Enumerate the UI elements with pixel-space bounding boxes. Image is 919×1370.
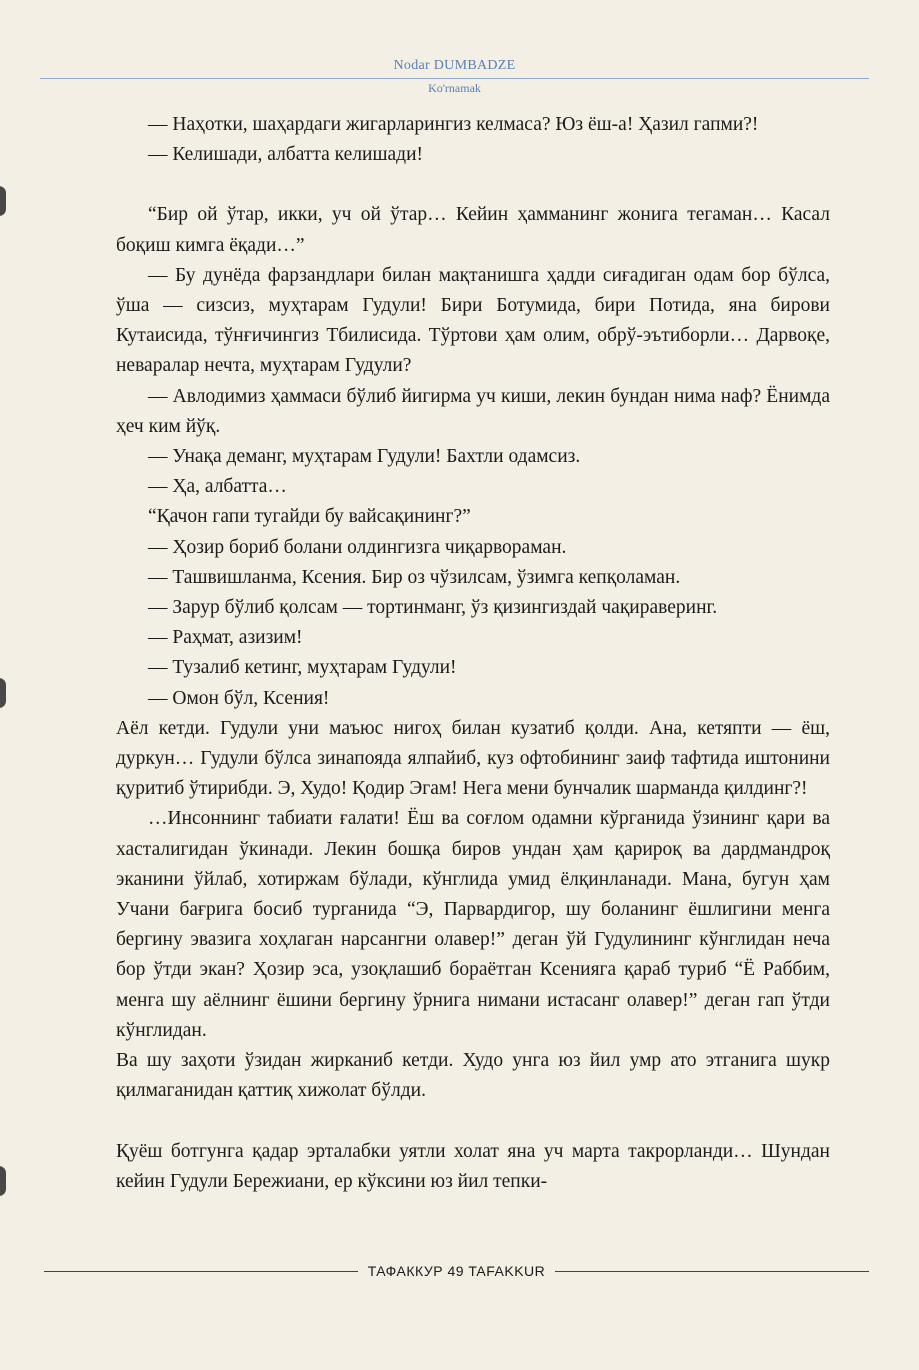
paragraph: — Келишади, албатта келишади!	[148, 144, 424, 166]
paragraph: — Тузалиб кетинг, муҳтарам Гудули!	[148, 657, 457, 679]
page-footer	[44, 1263, 869, 1279]
paragraph: — Авлодимиз ҳаммаси бўлиб йигирма уч киши, лекин бундан нима наф? Ёнимда ҳеч ким йўқ.	[116, 385, 830, 437]
header-author: Nodar DUMBADZE	[393, 58, 516, 73]
header-subtitle: Ko'rnamak	[428, 81, 481, 95]
body-text	[116, 110, 830, 1197]
paragraph: — Ташвишланма, Ксения. Бир оз чўзилсам, ўзимга кепқоламан.	[148, 566, 681, 588]
paragraph: — Наҳотки, шаҳардаги жигарларингиз келмаса? Юз ёш-а! Ҳазил гапми?!	[148, 114, 759, 135]
binder-hole	[0, 1166, 6, 1196]
paragraph: “Бир ой ўтар, икки, уч ой ўтар… Кейин ҳамманинг жонига тегаман… Касал боқиш кимга ёқади…”	[116, 204, 830, 256]
header-rule	[40, 78, 869, 79]
paragraph: …Инсоннинг табиати ғалати! Ёш ва соғлом одамни кўрганида ўзининг қари ва хасталигидан ўкинади. Лекин бошқа биров ундан ҳам қарироқ ва дардмандроқ эканини ўйлаб, хотиржам бўлади, кўнглида умид ёлқинланади. Мана, бугун ҳам Учани бағрига босиб турганида “Э, Парвардигор, шу боланинг ёшлигини менга бергину эвазига хоҳлаган нарсангни олавер!” деган ўй Гудулининг кўнглидан неча бор ўтди экан? Ҳозир эса, узоқлашиб бораётган Ксенияга қараб туриб “Ё Раббим, менга шу аёлнинг ёшини бергину ўрнига нимани истасанг олавер!” деган гап ўтди кўнглидан.	[116, 808, 830, 1041]
paragraph: Ва шу заҳоти ўзидан жирканиб кетди. Худо унга юз йил умр ато этганига шукр қилмаганидан қаттиқ хижолат бўлди.	[116, 1050, 830, 1102]
binder-hole	[0, 186, 6, 216]
paragraph: Аёл кетди. Гудули уни маъюс нигоҳ билан кузатиб қолди. Ана, кетяпти — ёш, дуркун… Гудули бўлса зинапояда ялпайиб, куз офтобининг заиф тафтида иштонини қуритиб ўтирибди. Э, Худо! Қодир Эгам! Нега мени бунчалик шарманда қилдинг?!	[116, 717, 830, 800]
paragraph: — Омон бўл, Ксения!	[148, 687, 330, 709]
binder-hole	[0, 678, 6, 708]
paragraph: Қуёш ботгунга қадар эрталабки уятли холат яна уч марта такрорланди… Шундан кейин Гудули Бережиани, ер кўксини юз йил тепки-	[116, 1140, 830, 1192]
footer-rule-left	[44, 1271, 358, 1272]
footer-rule-right	[555, 1271, 869, 1272]
footer-page-label: ТАФАККУР 49 TAFAKKUR	[367, 1263, 546, 1279]
paragraph: — Ҳа, албатта…	[148, 476, 287, 498]
paragraph: — Бу дунёда фарзандлари билан мақтанишга ҳадди сиғадиган одам бор бўлса, ўша — сизсиз, муҳтарам Гудули! Бири Ботумида, бири Потида, яна бирови Кутаисида, тўнғичингиз Тбилисида. Тўртови ҳам олим, обрў-эътиборли… Дарвоқе, неваралар нечта, муҳтарам Гудули?	[116, 264, 830, 377]
running-header	[40, 58, 869, 96]
paragraph: — Ҳозир бориб болани олдингизга чиқарвораман.	[148, 536, 567, 558]
paragraph: “Қачон гапи тугайди бу вайсақининг?”	[148, 506, 471, 528]
paragraph: — Унақа деманг, муҳтарам Гудули! Бахтли одамсиз.	[148, 446, 581, 468]
paragraph: — Зарур бўлиб қолсам — тортинманг, ўз қизингиздай чақираверинг.	[148, 597, 718, 619]
paragraph: — Раҳмат, азизим!	[148, 627, 303, 649]
